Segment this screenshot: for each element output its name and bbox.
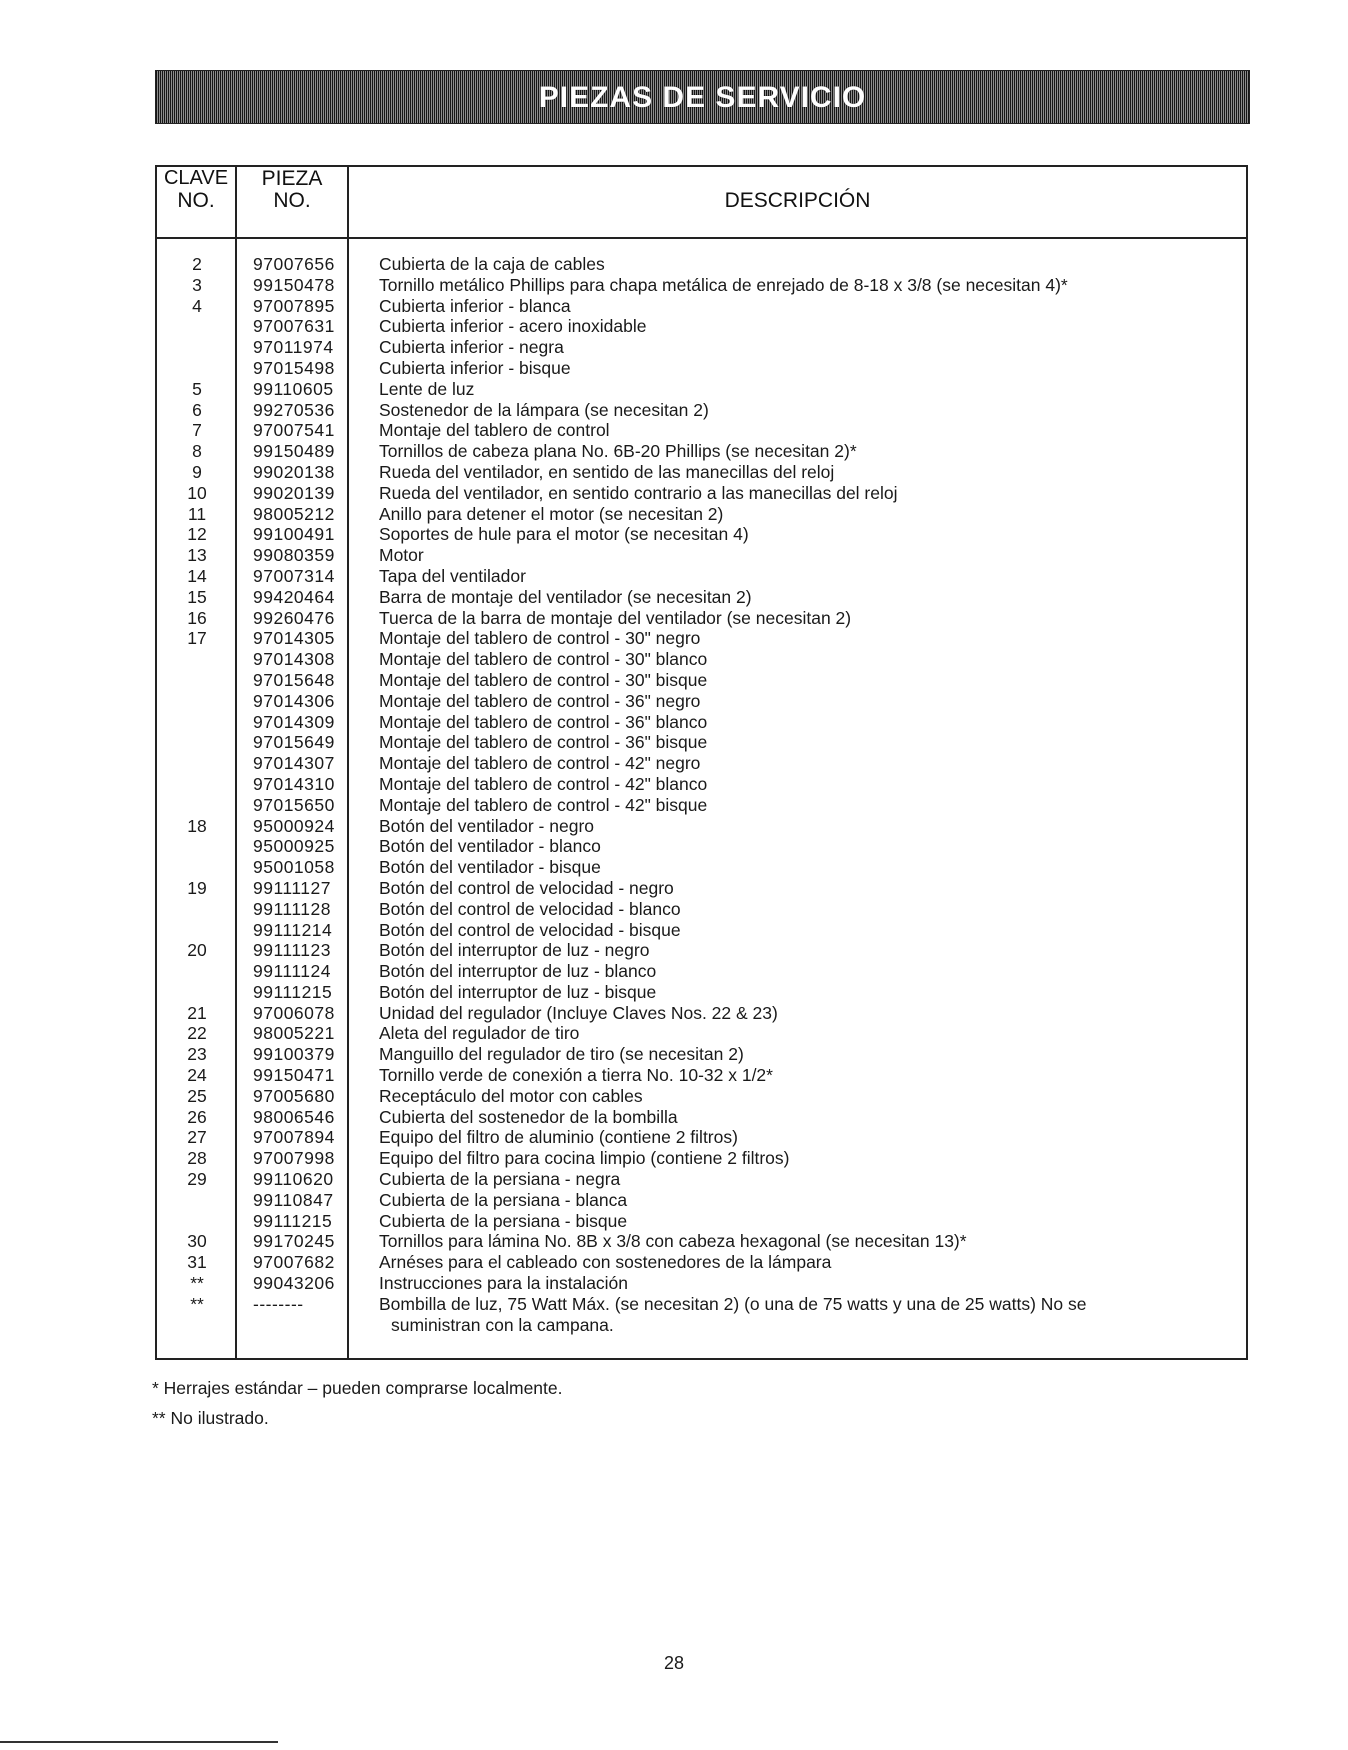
- table-row: [157, 1148, 1246, 1169]
- key-number: 3: [192, 274, 202, 295]
- key-number: 17: [187, 628, 207, 649]
- part-number: 99020138: [253, 461, 335, 482]
- part-number: 99111215: [253, 1210, 333, 1231]
- description-text: Montaje del tablero de control - 42" bisque: [379, 794, 708, 815]
- table-row: [157, 545, 1246, 566]
- table-row: [157, 712, 1246, 733]
- table-row: [157, 670, 1246, 691]
- key-number: 21: [187, 1002, 207, 1023]
- table-row: [157, 1294, 1246, 1336]
- description: [379, 462, 1239, 483]
- part-number: 99043206: [253, 1273, 335, 1294]
- part-number: 95001058: [253, 857, 335, 878]
- description: [379, 566, 1239, 587]
- key-number: 11: [187, 503, 207, 524]
- part-number: 99100379: [253, 1044, 335, 1065]
- description-text: Equipo del filtro para cocina limpio (contiene 2 filtros): [379, 1148, 790, 1169]
- key-number: 22: [187, 1023, 207, 1044]
- description-text: Tornillos para lámina No. 8B x 3/8 con cabeza hexagonal (se necesitan 13)*: [379, 1231, 967, 1252]
- part-number: 99111123: [253, 940, 331, 961]
- description-text: Receptáculo del motor con cables: [379, 1085, 643, 1106]
- description: [379, 1065, 1239, 1086]
- description: [379, 732, 1239, 753]
- description-text: Tapa del ventilador: [379, 565, 526, 586]
- table-row: [157, 483, 1246, 504]
- part-number: 98006546: [253, 1106, 335, 1127]
- description: [379, 691, 1239, 712]
- part-number: 99111214: [253, 919, 333, 940]
- key-number: 8: [192, 441, 202, 462]
- footnote-standard-hardware: * Herrajes estándar – pueden comprarse localmente.: [152, 1378, 563, 1398]
- part-number: 97005680: [253, 1085, 335, 1106]
- description-text: Botón del ventilador - blanco: [379, 836, 601, 857]
- title-banner: [155, 70, 1250, 124]
- table-row: [157, 628, 1246, 649]
- part-number: 95000925: [253, 836, 335, 857]
- description: [379, 920, 1239, 941]
- part-number: 97015649: [253, 732, 335, 753]
- description-text: Cubierta inferior - bisque: [379, 357, 571, 378]
- description: [379, 712, 1239, 733]
- key-number: **: [190, 1293, 204, 1314]
- description: [379, 857, 1239, 878]
- description-text: Botón del control de velocidad - negro: [379, 877, 674, 898]
- part-number: 97011974: [253, 337, 334, 358]
- table-row: [157, 774, 1246, 795]
- header-part-line2: NO.: [273, 189, 311, 212]
- part-number: 95000924: [253, 815, 335, 836]
- table-row: [157, 379, 1246, 400]
- description-text: Montaje del tablero de control - 30" blanco: [379, 649, 708, 670]
- description: [379, 1023, 1239, 1044]
- description: [379, 296, 1239, 317]
- table-row: [157, 1107, 1246, 1128]
- part-number: 97007894: [253, 1127, 335, 1148]
- table-row: [157, 1169, 1246, 1190]
- description-text: Botón del control de velocidad - bisque: [379, 919, 681, 940]
- table-row: [157, 1190, 1246, 1211]
- key-number: 30: [187, 1231, 207, 1252]
- description: [379, 358, 1239, 379]
- description: [379, 1107, 1239, 1128]
- table-row: [157, 1044, 1246, 1065]
- part-number: 97014308: [253, 649, 335, 670]
- header-part-line1: PIEZA: [261, 167, 323, 190]
- description-text: Manguillo del regulador de tiro (se necesitan 2): [379, 1044, 744, 1065]
- description: [379, 1169, 1239, 1190]
- key-number: 28: [187, 1148, 207, 1169]
- table-row: [157, 608, 1246, 629]
- part-number: 99111215: [253, 981, 333, 1002]
- part-number: 99111127: [253, 877, 331, 898]
- part-number: 97014306: [253, 690, 335, 711]
- description: [379, 649, 1239, 670]
- description: [379, 1190, 1239, 1211]
- table-row: [157, 337, 1246, 358]
- key-number: 29: [187, 1169, 207, 1190]
- table-row: [157, 691, 1246, 712]
- description-text: Soportes de hule para el motor (se necesitan 4): [379, 524, 749, 545]
- description-text: Tuerca de la barra de montaje del ventilador (se necesitan 2): [379, 607, 852, 628]
- description-text: Botón del interruptor de luz - bisque: [379, 981, 657, 1002]
- part-number: 99111128: [253, 898, 331, 919]
- description: [379, 836, 1239, 857]
- description: [379, 816, 1239, 837]
- description: [379, 483, 1239, 504]
- part-number: 97014305: [253, 628, 335, 649]
- key-number: **: [190, 1273, 204, 1294]
- description: [379, 1294, 1239, 1336]
- table-row: [157, 857, 1246, 878]
- key-number: 9: [192, 461, 202, 482]
- table-row: [157, 649, 1246, 670]
- key-number: 25: [187, 1085, 207, 1106]
- header-key-line1: CLAVE: [163, 167, 229, 189]
- key-number: 10: [187, 482, 207, 503]
- part-number: 98005212: [253, 503, 335, 524]
- table-row: [157, 816, 1246, 837]
- description-text: Tornillo verde de conexión a tierra No. 10-32 x 1/2*: [379, 1065, 773, 1086]
- part-number: 99100491: [253, 524, 335, 545]
- key-number: 12: [187, 524, 207, 545]
- description: [379, 670, 1239, 691]
- description: [379, 1044, 1239, 1065]
- description-text: Montaje del tablero de control - 36" blanco: [379, 711, 708, 732]
- description-text: Instrucciones para la instalación: [379, 1273, 629, 1294]
- description-text: Sostenedor de la lámpara (se necesitan 2): [379, 399, 709, 420]
- page-title: PIEZAS DE SERVICIO: [538, 81, 867, 114]
- description: [379, 753, 1239, 774]
- table-row: [157, 753, 1246, 774]
- description-text: Lente de luz: [379, 378, 475, 399]
- parts-list: [157, 254, 1246, 1335]
- description-text: Cubierta inferior - acero inoxidable: [379, 316, 647, 337]
- description-text: Botón del ventilador - bisque: [379, 857, 601, 878]
- description: [379, 899, 1239, 920]
- description-text: Montaje del tablero de control - 30" negro: [379, 628, 701, 649]
- part-number: 99260476: [253, 607, 335, 628]
- description-text: Tornillo metálico Phillips para chapa metálica de enrejado de 8-18 x 3/8 (se necesitan 4)*: [379, 274, 1068, 295]
- table-row: [157, 1252, 1246, 1273]
- table-row: [157, 1086, 1246, 1107]
- key-number: 13: [187, 545, 207, 566]
- key-number: 2: [192, 254, 202, 274]
- description: [379, 878, 1239, 899]
- key-number: 16: [187, 607, 207, 628]
- description-text: Botón del interruptor de luz - blanco: [379, 961, 657, 982]
- table-row: [157, 1211, 1246, 1232]
- description: [379, 441, 1239, 462]
- description: [379, 982, 1239, 1003]
- description-text: Motor: [379, 545, 424, 566]
- table-row: [157, 296, 1246, 317]
- part-number: 97006078: [253, 1002, 335, 1023]
- description-text: Montaje del tablero de control - 36" bisque: [379, 732, 708, 753]
- description: [379, 774, 1239, 795]
- part-number: 97007656: [253, 254, 335, 274]
- part-number: 97015650: [253, 794, 335, 815]
- table-row: [157, 961, 1246, 982]
- key-number: 18: [187, 815, 207, 836]
- description-text: Cubierta de la persiana - negra: [379, 1169, 621, 1190]
- description-text: Montaje del tablero de control - 30" bisque: [379, 669, 708, 690]
- bottom-rule: [0, 1741, 278, 1743]
- description-text: Bombilla de luz, 75 Watt Máx. (se necesitan 2) (o una de 75 watts y una de 25 watts) No se: [379, 1293, 1087, 1314]
- description: [379, 545, 1239, 566]
- header-key-line2: NO.: [177, 189, 215, 212]
- description: [379, 587, 1239, 608]
- description-text: Montaje del tablero de control - 36" negro: [379, 690, 701, 711]
- table-row: [157, 254, 1246, 275]
- part-number: 99150489: [253, 441, 335, 462]
- part-number: 99110620: [253, 1169, 334, 1190]
- table-row: [157, 400, 1246, 421]
- table-row: [157, 462, 1246, 483]
- part-number: 97015498: [253, 357, 335, 378]
- part-number: 97007998: [253, 1148, 335, 1169]
- table-row: [157, 795, 1246, 816]
- part-number: 97007682: [253, 1252, 335, 1273]
- description-text: Equipo del filtro de aluminio (contiene 2 filtros): [379, 1127, 738, 1148]
- description-text: Aleta del regulador de tiro: [379, 1023, 580, 1044]
- part-number: 99110847: [253, 1189, 334, 1210]
- table-row: [157, 358, 1246, 379]
- description-text: Montaje del tablero de control - 42" blanco: [379, 773, 708, 794]
- part-number: 99020139: [253, 482, 335, 503]
- table-row: [157, 899, 1246, 920]
- key-number: 6: [192, 399, 202, 420]
- table-row: [157, 316, 1246, 337]
- key-number: 27: [187, 1127, 207, 1148]
- description: [379, 420, 1239, 441]
- part-number: 97015648: [253, 669, 335, 690]
- part-number: 97007631: [253, 316, 335, 337]
- description: [379, 795, 1239, 816]
- key-number: 23: [187, 1044, 207, 1065]
- footnote-not-illustrated: ** No ilustrado.: [152, 1408, 269, 1428]
- page-number: 28: [663, 1653, 685, 1673]
- description: [379, 254, 1239, 275]
- part-number: 97007895: [253, 295, 335, 316]
- table-row: [157, 1023, 1246, 1044]
- description-text: Barra de montaje del ventilador (se necesitan 2): [379, 586, 752, 607]
- description: [379, 961, 1239, 982]
- table-row: [157, 982, 1246, 1003]
- key-number: 7: [192, 420, 202, 441]
- part-number: 97007314: [253, 565, 335, 586]
- table-row: [157, 524, 1246, 545]
- part-number: 99270536: [253, 399, 335, 420]
- description: [379, 337, 1239, 358]
- description: [379, 275, 1239, 296]
- description-text: Cubierta de la persiana - blanca: [379, 1189, 628, 1210]
- part-number: 99150471: [253, 1065, 335, 1086]
- description-text: Rueda del ventilador, en sentido de las manecillas del reloj: [379, 461, 835, 482]
- description: [379, 940, 1239, 961]
- key-number: 20: [187, 940, 207, 961]
- description-text: Cubierta inferior - negra: [379, 337, 564, 358]
- part-number: 98005221: [253, 1023, 335, 1044]
- description: [379, 1231, 1239, 1252]
- table-row: [157, 587, 1246, 608]
- key-number: 14: [187, 565, 207, 586]
- description: [379, 1148, 1239, 1169]
- description: [379, 1086, 1239, 1107]
- part-number: 99170245: [253, 1231, 335, 1252]
- description-text: Anillo para detener el motor (se necesitan 2): [379, 503, 724, 524]
- table-row: [157, 940, 1246, 961]
- description-text: Rueda del ventilador, en sentido contrario a las manecillas del reloj: [379, 482, 898, 503]
- description-text: Cubierta de la caja de cables: [379, 254, 605, 274]
- description: [379, 1127, 1239, 1148]
- description: [379, 1273, 1239, 1294]
- description: [379, 400, 1239, 421]
- table-row: [157, 1003, 1246, 1024]
- key-number: 15: [187, 586, 207, 607]
- part-number: 99150478: [253, 274, 335, 295]
- part-number: 99111124: [253, 961, 331, 982]
- header-divider: [157, 237, 1246, 239]
- description: [379, 628, 1239, 649]
- table-row: [157, 1065, 1246, 1086]
- description-text: Montaje del tablero de control: [379, 420, 610, 441]
- part-number: 97014310: [253, 773, 335, 794]
- key-number: 24: [187, 1065, 207, 1086]
- table-row: [157, 441, 1246, 462]
- part-number: 97007541: [253, 420, 335, 441]
- description: [379, 316, 1239, 337]
- description-text-continued: suministran con la campana.: [391, 1314, 614, 1335]
- description-text: Unidad del regulador (Incluye Claves Nos. 22 & 23): [379, 1002, 778, 1023]
- description-text: Tornillos de cabeza plana No. 6B-20 Phillips (se necesitan 2)*: [379, 441, 857, 462]
- description-text: Arnéses para el cableado con sostenedores de la lámpara: [379, 1252, 832, 1273]
- description: [379, 524, 1239, 545]
- parts-table: [155, 165, 1248, 1360]
- table-row: [157, 420, 1246, 441]
- header-description: DESCRIPCIÓN: [724, 189, 871, 212]
- table-row: [157, 920, 1246, 941]
- description: [379, 504, 1239, 525]
- part-number: 99080359: [253, 545, 335, 566]
- key-number: 26: [187, 1106, 207, 1127]
- table-row: [157, 1231, 1246, 1252]
- description-text: Botón del control de velocidad - blanco: [379, 898, 681, 919]
- key-number: 31: [187, 1252, 207, 1273]
- key-number: 4: [192, 295, 202, 316]
- table-row: [157, 504, 1246, 525]
- table-row: [157, 836, 1246, 857]
- description: [379, 1003, 1239, 1024]
- part-number: 97014309: [253, 711, 335, 732]
- table-row: [157, 1273, 1246, 1294]
- part-number: --------: [253, 1293, 304, 1314]
- key-number: 19: [187, 877, 207, 898]
- part-number: 97014307: [253, 753, 335, 774]
- table-row: [157, 566, 1246, 587]
- description: [379, 379, 1239, 400]
- description: [379, 1252, 1239, 1273]
- description-text: Cubierta del sostenedor de la bombilla: [379, 1106, 678, 1127]
- description-text: Cubierta de la persiana - bisque: [379, 1210, 628, 1231]
- description-text: Montaje del tablero de control - 42" negro: [379, 753, 701, 774]
- table-row: [157, 732, 1246, 753]
- table-row: [157, 878, 1246, 899]
- part-number: 99110605: [253, 378, 334, 399]
- description-text: Cubierta inferior - blanca: [379, 295, 571, 316]
- description: [379, 1211, 1239, 1232]
- description-text: Botón del interruptor de luz - negro: [379, 940, 650, 961]
- description: [379, 608, 1239, 629]
- key-number: 5: [192, 378, 202, 399]
- table-row: [157, 275, 1246, 296]
- part-number: 99420464: [253, 586, 335, 607]
- table-row: [157, 1127, 1246, 1148]
- description-text: Botón del ventilador - negro: [379, 815, 594, 836]
